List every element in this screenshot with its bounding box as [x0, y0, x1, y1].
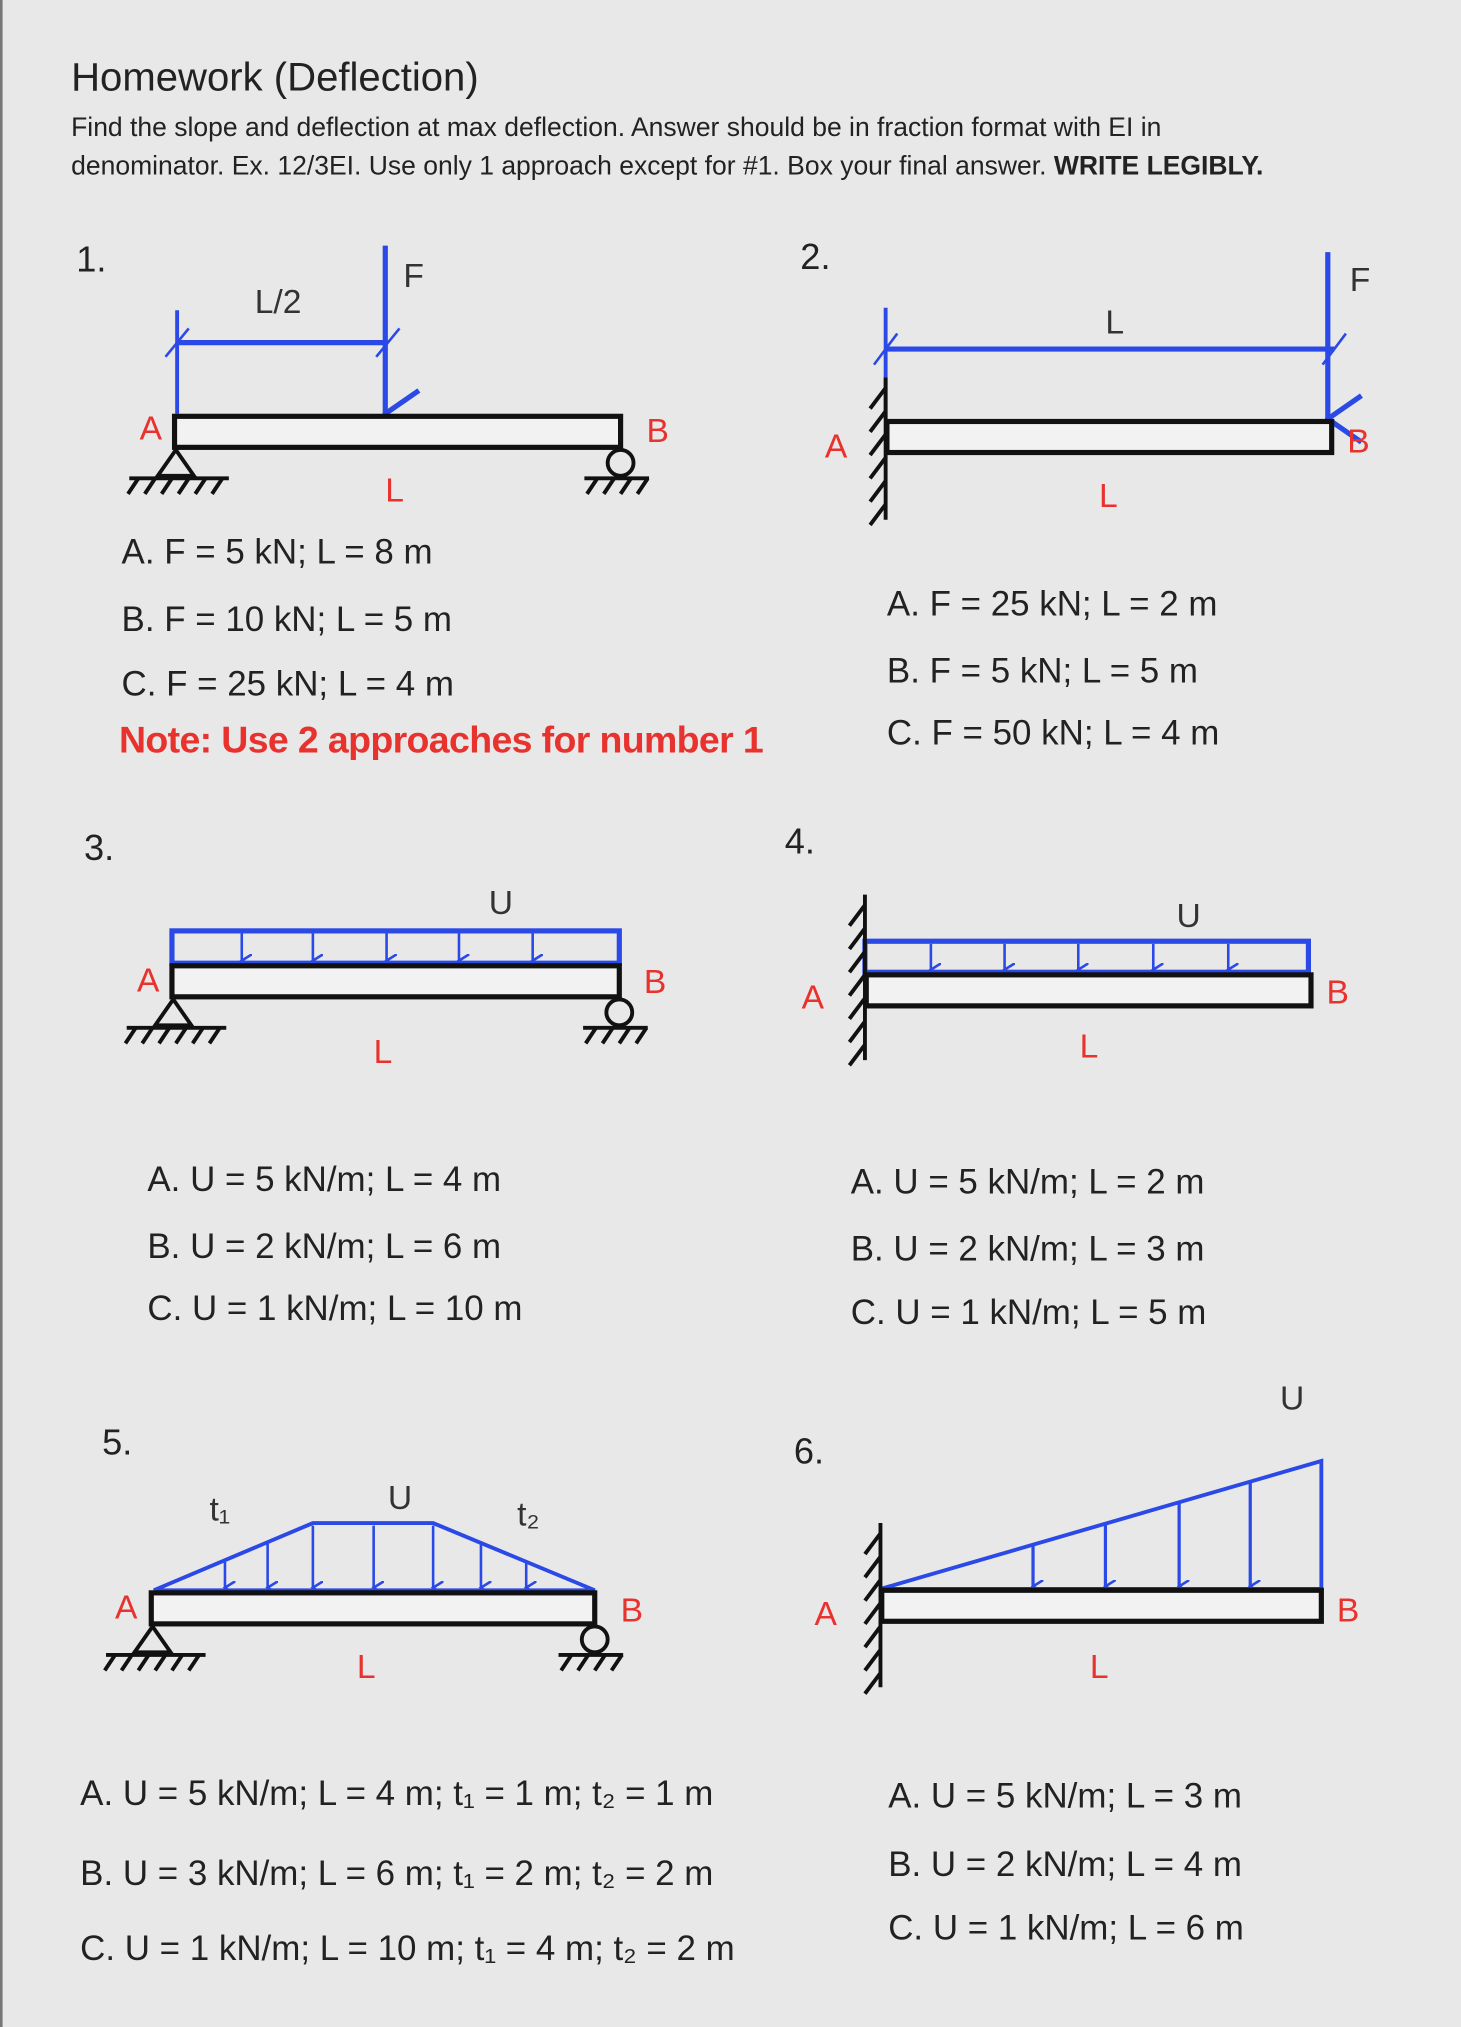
svg-text:A: A	[115, 1589, 138, 1627]
problem-2-diagram	[825, 252, 1370, 525]
svg-text:L: L	[373, 1033, 393, 1071]
fixed-wall	[870, 378, 886, 525]
instructions-text: denominator. Ex. 12/3EI. Use only 1 approach except for #1. Box your final answer.	[71, 151, 1054, 182]
svg-text:L: L	[356, 1649, 376, 1687]
svg-text:U: U	[1176, 898, 1201, 936]
label-b: B	[646, 413, 669, 451]
svg-text:A: A	[814, 1596, 837, 1634]
svg-text:L: L	[1079, 1028, 1099, 1066]
problem-1-number: 1.	[76, 239, 107, 280]
problem-6-diagram	[815, 1380, 1360, 1693]
problem-1-option-a: A. F = 5 kN; L = 8 m	[121, 532, 433, 572]
problem-4-number: 4.	[784, 820, 815, 862]
problem-4-option-c: C. U = 1 kN/m; L = 5 m	[850, 1292, 1207, 1332]
problem-5-number: 5.	[102, 1422, 133, 1463]
svg-text:t₂: t₂	[517, 1496, 540, 1534]
svg-text:F: F	[1349, 261, 1371, 299]
instructions-line-1: Find the slope and deflection at max deflection. Answer should be in fraction format with EI in	[71, 112, 1162, 143]
problem-2-option-b: B. F = 5 kN; L = 5 m	[886, 651, 1198, 691]
pin-support	[128, 450, 229, 494]
svg-text:A: A	[137, 962, 160, 1000]
svg-text:B: B	[1326, 974, 1349, 1012]
problem-4-option-b: B. U = 2 kN/m; L = 3 m	[850, 1229, 1205, 1269]
instructions-emphasis: WRITE LEGIBLY.	[1053, 151, 1264, 182]
problem-6-option-c: C. U = 1 kN/m; L = 6 m	[888, 1908, 1244, 1948]
problem-1-diagram	[128, 246, 669, 510]
problem-6-number: 6.	[793, 1431, 825, 1472]
svg-text:B: B	[643, 963, 667, 1001]
problem-1-note: Note: Use 2 approaches for number 1	[118, 720, 764, 762]
svg-text:U: U	[1279, 1380, 1305, 1418]
problem-3-diagram	[125, 885, 666, 1071]
problem-4-option-a: A. U = 5 kN/m; L = 2 m	[850, 1162, 1205, 1202]
svg-text:A: A	[824, 428, 848, 466]
distributed-load	[172, 931, 619, 963]
svg-text:L: L	[1098, 477, 1118, 515]
svg-text:B: B	[1336, 1592, 1360, 1630]
problem-3-option-c: C. U = 1 kN/m; L = 10 m	[147, 1289, 523, 1328]
roller-support	[584, 450, 649, 494]
problem-6-option-b: B. U = 2 kN/m; L = 4 m	[888, 1844, 1242, 1884]
problem-5-diagram	[105, 1480, 643, 1686]
problem-1-option-c: C. F = 25 kN; L = 4 m	[121, 664, 454, 704]
svg-text:A: A	[801, 979, 825, 1017]
problem-5-option-c: C. U = 1 kN/m; L = 10 m; t₁ = 4 m; t₂ = 2 m	[80, 1929, 735, 1968]
svg-text:U: U	[387, 1479, 413, 1517]
svg-text:L: L	[1105, 304, 1125, 342]
svg-text:t₁: t₁	[209, 1491, 231, 1529]
label-f: F	[403, 258, 424, 296]
problem-3-number: 3.	[84, 827, 115, 868]
label-l: L	[385, 472, 404, 510]
problem-5-option-b: B. U = 3 kN/m; L = 6 m; t₁ = 2 m; t₂ = 2 m	[80, 1854, 714, 1893]
svg-text:B: B	[620, 1592, 644, 1630]
problem-6-option-a: A. U = 5 kN/m; L = 3 m	[888, 1776, 1242, 1816]
svg-text:B: B	[1347, 423, 1370, 461]
problem-4-diagram	[802, 895, 1349, 1066]
problem-3-option-a: A. U = 5 kN/m; L = 4 m	[147, 1159, 502, 1199]
beam	[175, 416, 621, 447]
label-half-l: L/2	[254, 283, 302, 321]
problem-1-option-b: B. F = 10 kN; L = 5 m	[121, 599, 453, 639]
problem-5-option-a: A. U = 5 kN/m; L = 4 m; t₁ = 1 m; t₂ = 1 m	[80, 1773, 714, 1813]
diagrams	[3, 0, 1461, 2027]
page-title: Homework (Deflection)	[71, 54, 479, 100]
problem-2-option-a: A. F = 25 kN; L = 2 m	[886, 584, 1218, 624]
svg-text:L: L	[1089, 1649, 1109, 1687]
problem-2-number: 2.	[800, 236, 831, 277]
problem-2-option-c: C. F = 50 kN; L = 4 m	[886, 713, 1220, 753]
svg-text:U: U	[488, 885, 513, 923]
label-a: A	[139, 410, 163, 448]
problem-3-option-b: B. U = 2 kN/m; L = 6 m	[147, 1226, 502, 1266]
